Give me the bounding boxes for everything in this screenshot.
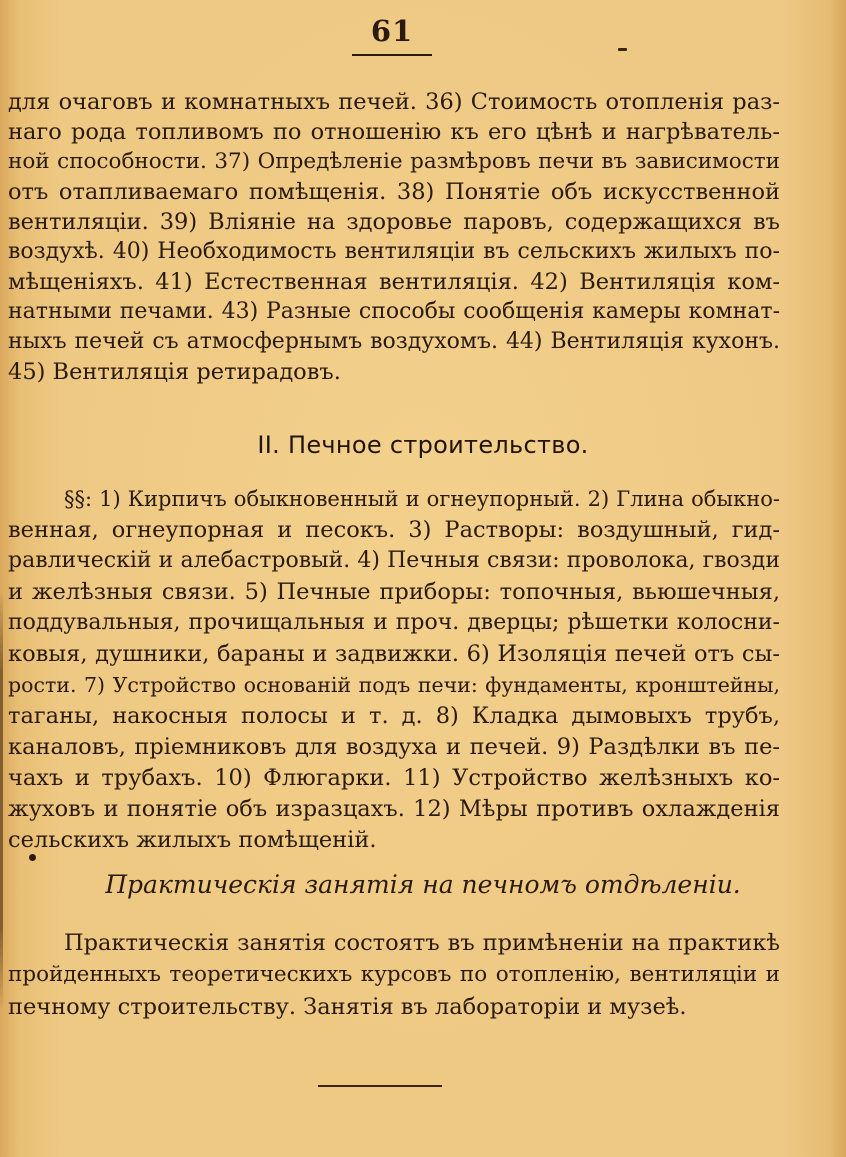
text-line: мѣщеніяхъ. 41) Естественная вентиляція. 42) Вентиляція ком- (8, 269, 780, 295)
text-line: каналовъ, пріемниковъ для воздуха и печей. 9) Раздѣлки въ пе- (8, 734, 780, 760)
page-edge-mark (0, 590, 3, 1010)
page-number: 61 (370, 14, 414, 48)
text-line: венная, огнеупорная и песокъ. 3) Растворы: воздушный, гид- (8, 517, 780, 543)
text-line: чахъ и трубахъ. 10) Флюгарки. 11) Устройство желѣзныхъ ко- (8, 765, 780, 791)
practical-heading: Практическія занятія на печномъ отдѣленіи. (105, 870, 741, 899)
text-line: и желѣзныя связи. 5) Печные приборы: топочныя, вьюшечныя, (8, 579, 780, 605)
text-line: ныхъ печей съ атмосфернымъ воздухомъ. 44) Вентиляція кухонъ. (8, 329, 780, 354)
text-line: §§: 1) Кирпичъ обыкновенный и огнеупорный. 2) Глина обыкно- (64, 487, 780, 511)
text-line: наго рода топливомъ по отношенію къ его цѣнѣ и нагрѣватель- (8, 119, 780, 145)
text-line: сельскихъ жилыхъ помѣщеній. (8, 827, 377, 853)
ink-speck (618, 48, 627, 51)
text-line: рости. 7) Устройство основаній подъ печи: фундаменты, кронштейны, (8, 673, 780, 697)
text-line: отъ отапливаемаго помѣщенія. 38) Понятіе объ искусственной (8, 179, 780, 205)
text-line: воздухѣ. 40) Необходимость вентиляціи въ сельскихъ жилыхъ по- (8, 239, 780, 264)
text-line: 45) Вентиляція ретирадовъ. (8, 359, 341, 385)
ink-dot (29, 854, 36, 861)
text-line: Практическія занятія состоятъ въ примѣненіи на практикѣ (64, 930, 780, 956)
end-rule (318, 1085, 442, 1087)
text-line: равлическій и алебастровый. 4) Печныя связи: проволока, гвозди (8, 548, 780, 573)
text-line: жуховъ и понятіе объ изразцахъ. 12) Мѣры противъ охлажденія (8, 796, 780, 822)
text-line: поддувальныя, прочищальныя и проч. дверцы; рѣшетки колосни- (8, 610, 780, 635)
text-line: ковыя, душники, бараны и задвижки. 6) Изоляція печей отъ сы- (8, 641, 780, 667)
section-heading: II. Печное строительство. (257, 431, 589, 459)
page-number-rule (352, 54, 432, 56)
text-line: для очаговъ и комнатныхъ печей. 36) Стоимость отопленія раз- (8, 89, 780, 115)
text-line: натными печами. 43) Разные способы сообщенія камеры комнат- (8, 299, 780, 324)
text-line: таганы, накосныя полосы и т. д. 8) Кладка дымовыхъ трубъ, (8, 703, 780, 729)
text-line: ной способности. 37) Опредѣленіе размѣровъ печи въ зависимости (8, 149, 780, 174)
text-line: вентиляціи. 39) Вліяніе на здоровье паровъ, содержащихся въ (8, 209, 780, 235)
text-line: пройденныхъ теоретическихъ курсовъ по отопленію, вентиляціи и (8, 962, 780, 987)
text-line: печному строительству. Занятія въ лабораторіи и музеѣ. (8, 994, 687, 1020)
